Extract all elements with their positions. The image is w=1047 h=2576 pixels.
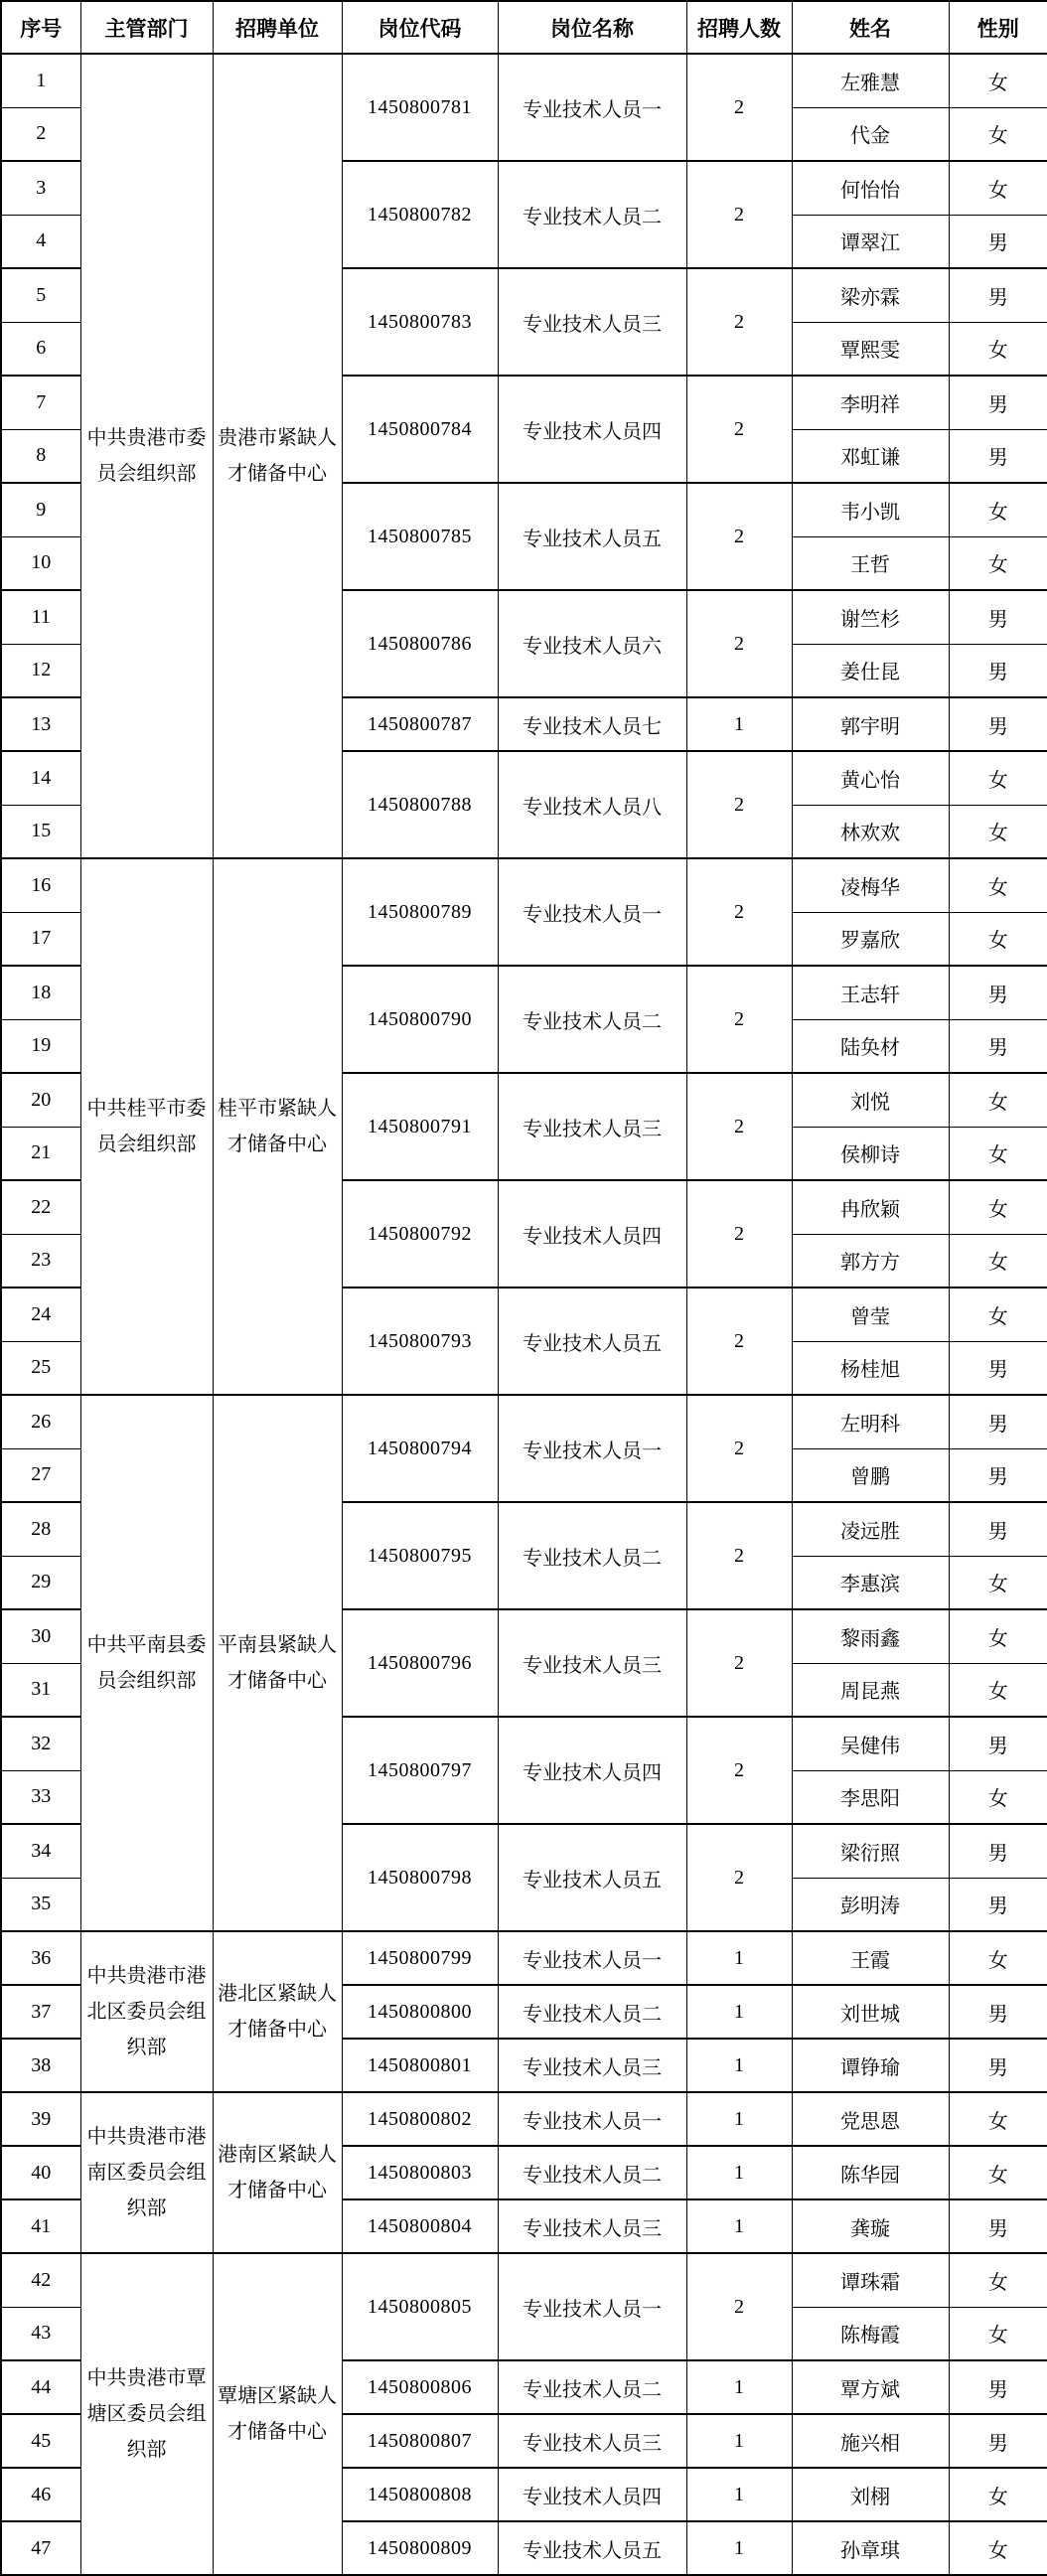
position-code-cell: 1450800801	[342, 2039, 498, 2092]
gender-cell: 女	[949, 1234, 1047, 1288]
department-cell: 中共贵港市覃塘区委员会组织部	[80, 2253, 213, 2575]
seq-cell: 31	[1, 1663, 80, 1717]
position-name-cell: 专业技术人员一	[498, 2092, 686, 2146]
candidate-name-cell: 凌梅华	[792, 858, 949, 912]
seq-cell: 47	[1, 2521, 80, 2575]
position-code-cell: 1450800804	[342, 2199, 498, 2253]
recruit-count-cell: 2	[686, 1502, 792, 1609]
position-name-cell: 专业技术人员四	[498, 1717, 686, 1824]
candidate-name-cell: 孙章琪	[792, 2521, 949, 2575]
recruit-count-cell: 1	[686, 2146, 792, 2199]
recruit-count-cell: 2	[686, 966, 792, 1073]
candidate-name-cell: 覃熙雯	[792, 322, 949, 376]
gender-cell: 男	[949, 697, 1047, 751]
recruit-count-cell: 1	[686, 2199, 792, 2253]
gender-cell: 女	[949, 161, 1047, 215]
position-name-cell: 专业技术人员一	[498, 1931, 686, 1985]
gender-cell: 女	[949, 2146, 1047, 2199]
candidate-name-cell: 刘悦	[792, 1073, 949, 1127]
unit-cell: 平南县紧缺人才储备中心	[213, 1395, 342, 1931]
gender-cell: 男	[949, 966, 1047, 1019]
column-header: 招聘单位	[213, 1, 342, 54]
candidate-name-cell: 覃方斌	[792, 2360, 949, 2414]
gender-cell: 男	[949, 268, 1047, 322]
column-header: 岗位名称	[498, 1, 686, 54]
position-code-cell: 1450800806	[342, 2360, 498, 2414]
gender-cell: 女	[949, 751, 1047, 805]
position-name-cell: 专业技术人员三	[498, 268, 686, 376]
position-code-cell: 1450800781	[342, 54, 498, 161]
seq-cell: 26	[1, 1395, 80, 1448]
unit-cell: 港南区紧缺人才储备中心	[213, 2092, 342, 2253]
recruit-count-cell: 2	[686, 858, 792, 966]
position-code-cell: 1450800783	[342, 268, 498, 376]
gender-cell: 女	[949, 54, 1047, 107]
gender-cell: 女	[949, 2253, 1047, 2307]
table-row	[1, 1395, 1047, 1448]
recruit-count-cell: 1	[686, 2414, 792, 2468]
recruit-count-cell: 2	[686, 483, 792, 590]
candidate-name-cell: 梁衍照	[792, 1824, 949, 1878]
department-cell: 中共贵港市港北区委员会组织部	[80, 1931, 213, 2092]
gender-cell: 男	[949, 2039, 1047, 2092]
candidate-name-cell: 刘世城	[792, 1985, 949, 2039]
table-row	[1, 2253, 1047, 2307]
position-name-cell: 专业技术人员三	[498, 2414, 686, 2468]
position-code-cell: 1450800794	[342, 1395, 498, 1502]
candidate-name-cell: 谭珠霜	[792, 2253, 949, 2307]
seq-cell: 42	[1, 2253, 80, 2307]
gender-cell: 女	[949, 1073, 1047, 1127]
position-code-cell: 1450800793	[342, 1288, 498, 1395]
candidate-name-cell: 杨桂旭	[792, 1341, 949, 1395]
position-code-cell: 1450800788	[342, 751, 498, 858]
gender-cell: 男	[949, 644, 1047, 697]
table-row	[1, 54, 1047, 107]
seq-cell: 1	[1, 54, 80, 107]
position-name-cell: 专业技术人员五	[498, 1288, 686, 1395]
recruit-count-cell: 1	[686, 697, 792, 751]
seq-cell: 23	[1, 1234, 80, 1288]
position-name-cell: 专业技术人员二	[498, 161, 686, 268]
recruit-count-cell: 1	[686, 2360, 792, 2414]
candidate-name-cell: 姜仕昆	[792, 644, 949, 697]
gender-cell: 男	[949, 1502, 1047, 1556]
position-code-cell: 1450800796	[342, 1609, 498, 1717]
recruit-count-cell: 1	[686, 2468, 792, 2521]
candidate-name-cell: 郭方方	[792, 1234, 949, 1288]
seq-cell: 20	[1, 1073, 80, 1127]
seq-cell: 4	[1, 215, 80, 268]
position-code-cell: 1450800795	[342, 1502, 498, 1609]
candidate-name-cell: 彭明涛	[792, 1878, 949, 1931]
seq-cell: 30	[1, 1609, 80, 1663]
position-name-cell: 专业技术人员三	[498, 2039, 686, 2092]
gender-cell: 女	[949, 1663, 1047, 1717]
seq-cell: 38	[1, 2039, 80, 2092]
seq-cell: 2	[1, 107, 80, 161]
candidate-name-cell: 陈梅霞	[792, 2307, 949, 2360]
seq-cell: 14	[1, 751, 80, 805]
candidate-name-cell: 曾莹	[792, 1288, 949, 1341]
position-code-cell: 1450800805	[342, 2253, 498, 2360]
position-code-cell: 1450800786	[342, 590, 498, 697]
candidate-name-cell: 周昆燕	[792, 1663, 949, 1717]
seq-cell: 29	[1, 1556, 80, 1609]
position-name-cell: 专业技术人员六	[498, 590, 686, 697]
candidate-name-cell: 龚璇	[792, 2199, 949, 2253]
seq-cell: 41	[1, 2199, 80, 2253]
gender-cell: 女	[949, 1931, 1047, 1985]
seq-cell: 11	[1, 590, 80, 644]
candidate-name-cell: 谢竺杉	[792, 590, 949, 644]
position-name-cell: 专业技术人员二	[498, 2360, 686, 2414]
gender-cell: 女	[949, 1770, 1047, 1824]
seq-cell: 12	[1, 644, 80, 697]
position-name-cell: 专业技术人员四	[498, 376, 686, 483]
seq-cell: 46	[1, 2468, 80, 2521]
seq-cell: 16	[1, 858, 80, 912]
candidate-name-cell: 谭铮瑜	[792, 2039, 949, 2092]
unit-cell: 港北区紧缺人才储备中心	[213, 1931, 342, 2092]
gender-cell: 男	[949, 1985, 1047, 2039]
position-name-cell: 专业技术人员二	[498, 1985, 686, 2039]
column-header: 性别	[949, 1, 1047, 54]
gender-cell: 女	[949, 2521, 1047, 2575]
candidate-name-cell: 刘栩	[792, 2468, 949, 2521]
position-code-cell: 1450800807	[342, 2414, 498, 2468]
position-name-cell: 专业技术人员五	[498, 2521, 686, 2575]
candidate-name-cell: 侯柳诗	[792, 1127, 949, 1180]
recruit-count-cell: 2	[686, 268, 792, 376]
gender-cell: 女	[949, 805, 1047, 858]
seq-cell: 18	[1, 966, 80, 1019]
position-code-cell: 1450800799	[342, 1931, 498, 1985]
gender-cell: 男	[949, 215, 1047, 268]
seq-cell: 17	[1, 912, 80, 966]
recruit-count-cell: 2	[686, 54, 792, 161]
candidate-name-cell: 王志轩	[792, 966, 949, 1019]
candidate-name-cell: 左明科	[792, 1395, 949, 1448]
gender-cell: 男	[949, 1019, 1047, 1073]
position-name-cell: 专业技术人员二	[498, 1502, 686, 1609]
seq-cell: 15	[1, 805, 80, 858]
gender-cell: 女	[949, 2307, 1047, 2360]
position-name-cell: 专业技术人员三	[498, 2199, 686, 2253]
seq-cell: 10	[1, 536, 80, 590]
recruit-count-cell: 1	[686, 2092, 792, 2146]
position-name-cell: 专业技术人员三	[498, 1073, 686, 1180]
recruit-count-cell: 2	[686, 751, 792, 858]
candidate-name-cell: 凌远胜	[792, 1502, 949, 1556]
header-row	[1, 1, 1047, 54]
table-body	[1, 54, 1047, 2575]
gender-cell: 女	[949, 1609, 1047, 1663]
candidate-name-cell: 李明祥	[792, 376, 949, 429]
seq-cell: 32	[1, 1717, 80, 1770]
department-cell: 中共贵港市港南区委员会组织部	[80, 2092, 213, 2253]
candidate-name-cell: 韦小凯	[792, 483, 949, 536]
position-name-cell: 专业技术人员四	[498, 2468, 686, 2521]
position-name-cell: 专业技术人员七	[498, 697, 686, 751]
seq-cell: 43	[1, 2307, 80, 2360]
recruit-count-cell: 1	[686, 1985, 792, 2039]
position-name-cell: 专业技术人员二	[498, 2146, 686, 2199]
gender-cell: 女	[949, 858, 1047, 912]
recruit-count-cell: 2	[686, 1288, 792, 1395]
position-name-cell: 专业技术人员一	[498, 858, 686, 966]
position-name-cell: 专业技术人员二	[498, 966, 686, 1073]
table-header	[1, 1, 1047, 54]
seq-cell: 9	[1, 483, 80, 536]
recruit-count-cell: 2	[686, 1395, 792, 1502]
seq-cell: 6	[1, 322, 80, 376]
gender-cell: 男	[949, 1878, 1047, 1931]
seq-cell: 45	[1, 2414, 80, 2468]
gender-cell: 女	[949, 322, 1047, 376]
gender-cell: 女	[949, 536, 1047, 590]
table-row	[1, 2092, 1047, 2146]
table-row	[1, 1931, 1047, 1985]
seq-cell: 40	[1, 2146, 80, 2199]
candidate-name-cell: 何怡怡	[792, 161, 949, 215]
seq-cell: 7	[1, 376, 80, 429]
position-code-cell: 1450800787	[342, 697, 498, 751]
candidate-name-cell: 施兴相	[792, 2414, 949, 2468]
candidate-name-cell: 王霞	[792, 1931, 949, 1985]
gender-cell: 男	[949, 1341, 1047, 1395]
unit-cell: 桂平市紧缺人才储备中心	[213, 858, 342, 1395]
recruit-count-cell: 2	[686, 376, 792, 483]
department-cell: 中共平南县委员会组织部	[80, 1395, 213, 1931]
position-name-cell: 专业技术人员一	[498, 1395, 686, 1502]
candidate-name-cell: 王哲	[792, 536, 949, 590]
recruit-count-cell: 1	[686, 1931, 792, 1985]
gender-cell: 男	[949, 2360, 1047, 2414]
seq-cell: 33	[1, 1770, 80, 1824]
candidate-name-cell: 冉欣颖	[792, 1180, 949, 1234]
unit-cell: 贵港市紧缺人才储备中心	[213, 54, 342, 858]
position-name-cell: 专业技术人员三	[498, 1609, 686, 1717]
position-code-cell: 1450800798	[342, 1824, 498, 1931]
seq-cell: 13	[1, 697, 80, 751]
column-header: 序号	[1, 1, 80, 54]
gender-cell: 男	[949, 1824, 1047, 1878]
position-name-cell: 专业技术人员四	[498, 1180, 686, 1288]
candidate-name-cell: 陈华园	[792, 2146, 949, 2199]
gender-cell: 男	[949, 2199, 1047, 2253]
department-cell: 中共桂平市委员会组织部	[80, 858, 213, 1395]
candidate-name-cell: 黄心怡	[792, 751, 949, 805]
candidate-name-cell: 梁亦霖	[792, 268, 949, 322]
candidate-name-cell: 党思恩	[792, 2092, 949, 2146]
candidate-name-cell: 李思阳	[792, 1770, 949, 1824]
recruit-count-cell: 2	[686, 590, 792, 697]
unit-cell: 覃塘区紧缺人才储备中心	[213, 2253, 342, 2575]
recruit-count-cell: 1	[686, 2039, 792, 2092]
position-name-cell: 专业技术人员一	[498, 2253, 686, 2360]
gender-cell: 女	[949, 1127, 1047, 1180]
seq-cell: 36	[1, 1931, 80, 1985]
candidate-name-cell: 吴健伟	[792, 1717, 949, 1770]
seq-cell: 19	[1, 1019, 80, 1073]
gender-cell: 男	[949, 1448, 1047, 1502]
gender-cell: 女	[949, 1288, 1047, 1341]
recruit-count-cell: 2	[686, 1180, 792, 1288]
candidate-name-cell: 代金	[792, 107, 949, 161]
position-code-cell: 1450800802	[342, 2092, 498, 2146]
gender-cell: 女	[949, 483, 1047, 536]
candidate-name-cell: 曾鹏	[792, 1448, 949, 1502]
seq-cell: 3	[1, 161, 80, 215]
position-name-cell: 专业技术人员一	[498, 54, 686, 161]
seq-cell: 28	[1, 1502, 80, 1556]
seq-cell: 24	[1, 1288, 80, 1341]
recruit-count-cell: 1	[686, 2521, 792, 2575]
seq-cell: 44	[1, 2360, 80, 2414]
candidate-name-cell: 林欢欢	[792, 805, 949, 858]
candidate-name-cell: 左雅慧	[792, 54, 949, 107]
gender-cell: 男	[949, 429, 1047, 483]
position-code-cell: 1450800782	[342, 161, 498, 268]
seq-cell: 5	[1, 268, 80, 322]
candidate-name-cell: 罗嘉欣	[792, 912, 949, 966]
gender-cell: 女	[949, 2092, 1047, 2146]
position-code-cell: 1450800784	[342, 376, 498, 483]
position-code-cell: 1450800808	[342, 2468, 498, 2521]
position-name-cell: 专业技术人员五	[498, 1824, 686, 1931]
seq-cell: 34	[1, 1824, 80, 1878]
position-code-cell: 1450800791	[342, 1073, 498, 1180]
gender-cell: 女	[949, 107, 1047, 161]
gender-cell: 女	[949, 2468, 1047, 2521]
seq-cell: 39	[1, 2092, 80, 2146]
position-code-cell: 1450800789	[342, 858, 498, 966]
gender-cell: 女	[949, 1180, 1047, 1234]
position-code-cell: 1450800790	[342, 966, 498, 1073]
position-name-cell: 专业技术人员五	[498, 483, 686, 590]
recruit-count-cell: 2	[686, 2253, 792, 2360]
candidate-name-cell: 陆奂材	[792, 1019, 949, 1073]
gender-cell: 男	[949, 376, 1047, 429]
position-code-cell: 1450800785	[342, 483, 498, 590]
seq-cell: 35	[1, 1878, 80, 1931]
position-code-cell: 1450800809	[342, 2521, 498, 2575]
gender-cell: 男	[949, 1717, 1047, 1770]
seq-cell: 37	[1, 1985, 80, 2039]
gender-cell: 女	[949, 912, 1047, 966]
seq-cell: 8	[1, 429, 80, 483]
position-code-cell: 1450800803	[342, 2146, 498, 2199]
gender-cell: 男	[949, 1395, 1047, 1448]
recruit-count-cell: 2	[686, 1073, 792, 1180]
seq-cell: 22	[1, 1180, 80, 1234]
candidate-name-cell: 谭翠江	[792, 215, 949, 268]
recruit-count-cell: 2	[686, 1717, 792, 1824]
candidate-name-cell: 李惠滨	[792, 1556, 949, 1609]
gender-cell: 男	[949, 2414, 1047, 2468]
column-header: 招聘人数	[686, 1, 792, 54]
position-code-cell: 1450800792	[342, 1180, 498, 1288]
recruit-count-cell: 2	[686, 1824, 792, 1931]
gender-cell: 男	[949, 590, 1047, 644]
position-code-cell: 1450800800	[342, 1985, 498, 2039]
table-row	[1, 858, 1047, 912]
candidate-name-cell: 郭宇明	[792, 697, 949, 751]
column-header: 岗位代码	[342, 1, 498, 54]
candidate-name-cell: 黎雨鑫	[792, 1609, 949, 1663]
seq-cell: 21	[1, 1127, 80, 1180]
candidate-name-cell: 邓虹谦	[792, 429, 949, 483]
seq-cell: 25	[1, 1341, 80, 1395]
seq-cell: 27	[1, 1448, 80, 1502]
gender-cell: 女	[949, 1556, 1047, 1609]
department-cell: 中共贵港市委员会组织部	[80, 54, 213, 858]
position-code-cell: 1450800797	[342, 1717, 498, 1824]
column-header: 姓名	[792, 1, 949, 54]
recruit-count-cell: 2	[686, 161, 792, 268]
recruit-count-cell: 2	[686, 1609, 792, 1717]
column-header: 主管部门	[80, 1, 213, 54]
position-name-cell: 专业技术人员八	[498, 751, 686, 858]
